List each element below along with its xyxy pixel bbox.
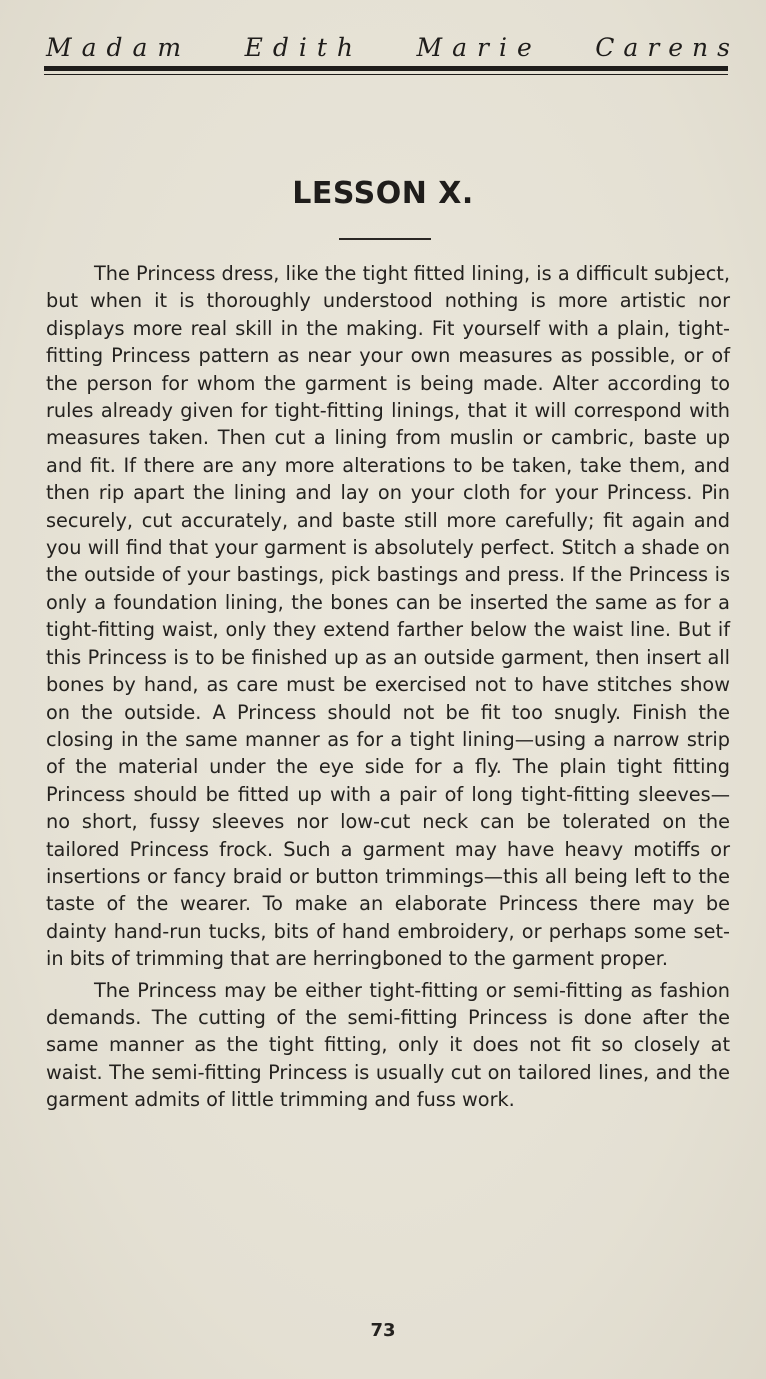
title-rule bbox=[339, 238, 431, 240]
running-head-word: Marie bbox=[416, 33, 542, 62]
running-head-word: Edith bbox=[244, 33, 364, 62]
running-head bbox=[46, 30, 739, 66]
lesson-title: LESSON X. bbox=[292, 176, 474, 211]
running-head-word: Carens bbox=[595, 33, 739, 62]
page-number: 73 bbox=[370, 1320, 396, 1341]
paragraph: The Princess dress, like the tight fitted lining, is a difficult subject, but when it is thoroughly understood nothing is more artistic nor displays more real skill in the making. Fit yourself with a plain, tight-fitting Princess pattern as near your own measures as possible, or of the person for whom the garment is being made. Alter according to rules already given for tight-fitting linings, that it will correspond with measures taken. Then cut a lining from muslin or cambric, baste up and fit. If there are any more alterations to be taken, take them, and then rip apart the lining and lay on your cloth for your Princess. Pin securely, cut accurately, and baste still more carefully; fit again and you will find that your garment is absolutely perfect. Stitch a shade on the outside of your bastings, pick bastings and press. If the Princess is only a foundation lining, the bones can be inserted the same as for a tight-fitting waist, only they extend farther below the waist line. But if this Princess is to be finished up as an outside garment, then insert all bones by hand, as care must be exercised not to have stitches show on the outside. A Princess should not be fit too snugly. Finish the closing in the same manner as for a tight lining—using a narrow strip of the material under the eye side for a fly. The plain tight fitting Princess should be fitted up with a pair of long tight-fitting sleeves—no short, fussy sleeves nor low-cut neck can be tolerated on the tailored Princess frock. Such a garment may have heavy motiffs or insertions or fancy braid or button trimmings—this all being left to the taste of the wearer. To make an elaborate Princess there may be dainty hand-run tucks, bits of hand embroidery, or perhaps some set-in bits of trimming that are herringboned to the garment proper. bbox=[46, 262, 730, 971]
paragraph: The Princess may be either tight-fitting or semi-fitting as fashion demands. The cutting of the semi-fitting Princess is done after the same manner as the tight fitting, only it does not fit so closely at waist. The semi-fitting Princess is usually cut on tailored lines, and the garment admits of little trimming and fuss work. bbox=[46, 978, 730, 1112]
header-rule-thick bbox=[44, 66, 728, 71]
body-text bbox=[46, 260, 730, 1114]
header-rule-thin bbox=[44, 74, 728, 75]
running-head-word: Madam bbox=[46, 33, 192, 62]
